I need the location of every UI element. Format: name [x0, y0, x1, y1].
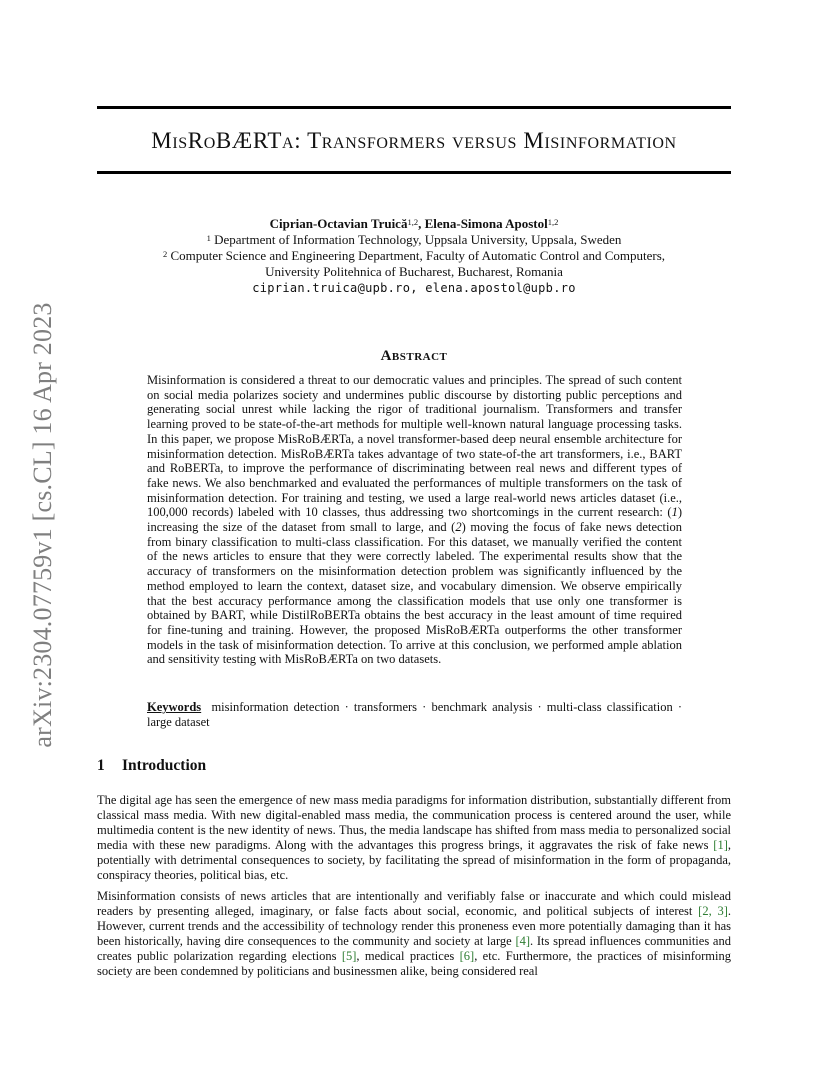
author-affiliation-mark: 1,2 — [547, 217, 559, 227]
abstract-heading: Abstract — [380, 348, 448, 364]
citation-link[interactable]: [5] — [341, 949, 357, 964]
section-heading-introduction — [97, 757, 206, 775]
author-emails[interactable]: ciprian.truica@upb.ro, elena.apostol@upb.ro — [252, 281, 576, 295]
abstract-text — [147, 373, 682, 667]
paragraph-text: The digital age has seen the emergence of new mass media paradigms for information distribution, substantially different from classical mass media. With new digital-enabled mass media, the communication process is centered around the user, while multimedia content is the new identity of news. Thus, the media landscape has shifted from mass media to personalized social media with these new paradigms. Along with the advantages this progress brings, it aggravates the risk of fake news — [97, 793, 731, 853]
affiliation-number: 1 — [206, 233, 211, 243]
section-number: 1 — [97, 757, 105, 774]
paragraph-text: Misinformation consists of news articles that are intentionally and verifiably false or inaccurate and which could mislead readers by presenting alleged, imaginary, or false facts about social, economic, and political subjects of interest — [97, 889, 731, 919]
author-name: Elena-Simona Apostol — [424, 216, 548, 231]
affiliation-text: University Politehnica of Bucharest, Bucharest, Romania — [265, 264, 563, 279]
author-name: Ciprian-Octavian Truică — [269, 216, 408, 231]
paragraph-text: , etc. Furthermore, the practices of misinforming society are been condemned by politicians and businessmen alike, being considered real — [97, 949, 731, 979]
author-block — [97, 216, 731, 296]
title-bottom-rule — [97, 171, 731, 174]
keywords-list: misinformation detection · transformers · benchmark analysis · multi-class classification · large dataset — [147, 700, 683, 729]
section-title: Introduction — [122, 757, 207, 774]
citation-link[interactable]: [2, 3] — [698, 904, 728, 919]
citation-link[interactable]: [1] — [713, 838, 728, 853]
affiliation-text: Department of Information Technology, Uppsala University, Uppsala, Sweden — [214, 232, 622, 247]
abstract-fragment: ) moving the focus of fake news detection from binary classification to multi-class classification. For this dataset, we manually verified the content of the news articles to ensure that they were correctly labeled. The experimental results show that the accuracy of transformers on the misinformation detection problem was significantly influenced by the method employed to learn the context, dataset size, and vocabulary dimension. We observe empirically that the best accuracy performance among the classification models that use only one transformer is obtained by BART, while DistilRoBERTa obtains the best accuracy in the least amount of time required for fine-tuning and training. However, the proposed MisRoBÆRTa outperforms the other transformer models in the task of misinformation detection. To arrive at this conclusion, we performed ample ablation and sensitivity testing with MisRoBÆRTa on two datasets. — [147, 520, 682, 667]
author-affiliation-mark: 1,2 — [407, 217, 419, 227]
intro-paragraph-1 — [97, 793, 731, 884]
keywords-label: Keywords — [147, 700, 202, 714]
abstract-enum: 1 — [671, 505, 678, 520]
paragraph-text: . However, current trends and the accessibility of technology render this proneness even more potentially damaging than it has been historically, having dire consequences to the community and society at large — [97, 904, 732, 949]
paragraph-text: , potentially with detrimental consequences to society, by facilitating the spread of misinformation in the form of propaganda, conspiracy theories, political bias, etc. — [97, 838, 731, 883]
title-top-rule — [97, 106, 731, 109]
citation-link[interactable]: [6] — [459, 949, 475, 964]
affiliation-line — [97, 248, 731, 264]
affiliation-text: Computer Science and Engineering Department, Faculty of Automatic Control and Computers, — [170, 248, 666, 263]
citation-link[interactable]: [4] — [515, 934, 531, 949]
intro-paragraph-2 — [97, 889, 731, 980]
abstract-enum: 2 — [455, 520, 462, 535]
paragraph-text: , medical practices — [356, 949, 460, 964]
paragraph-text: . Its spread influences communities and creates public polarization regarding elections — [97, 934, 731, 964]
keywords — [147, 700, 682, 730]
affiliation-line — [97, 264, 731, 280]
author-list: Ciprian-Octavian Truică$^{1,2}$, Elena-Simona Apostol$^{1,2}$ — [269, 216, 559, 231]
paper-title: MisRoBÆRTa: Transformers versus Misinformation — [151, 128, 677, 153]
affiliation-line — [97, 232, 731, 248]
arxiv-identifier[interactable]: arXiv:2304.07759v1 [cs.CL] 16 Apr 2023 — [28, 302, 57, 748]
abstract-fragment: Misinformation is considered a threat to our democratic values and principles. The spread of such content on social media polarizes society and undermines public discourse by distorting public perceptions and generating social unrest while lacking the rigor of traditional journalism. Transformers and transfer learning proved to be state-of-the-art methods for multiple well-known natural language processing tasks. In this paper, we propose MisRoBÆRTa, a novel transformer-based deep neural ensemble architecture for misinformation detection. MisRoBÆRTa takes advantage of two state-of-the art transformers, i.e., BART and RoBERTa, to improve the performance of discriminating between real news and different types of fake news. We also benchmarked and evaluated the performances of multiple transformers on the task of misinformation detection. For training and testing, we used a large real-world news articles dataset (i.e., 100,000 records) labeled with 10 classes, thus addressing two shortcomings in the current research: ( — [147, 373, 682, 520]
abstract-fragment: ) increasing the size of the dataset from small to large, and ( — [147, 505, 682, 535]
affiliation-number: 2 — [162, 249, 168, 259]
